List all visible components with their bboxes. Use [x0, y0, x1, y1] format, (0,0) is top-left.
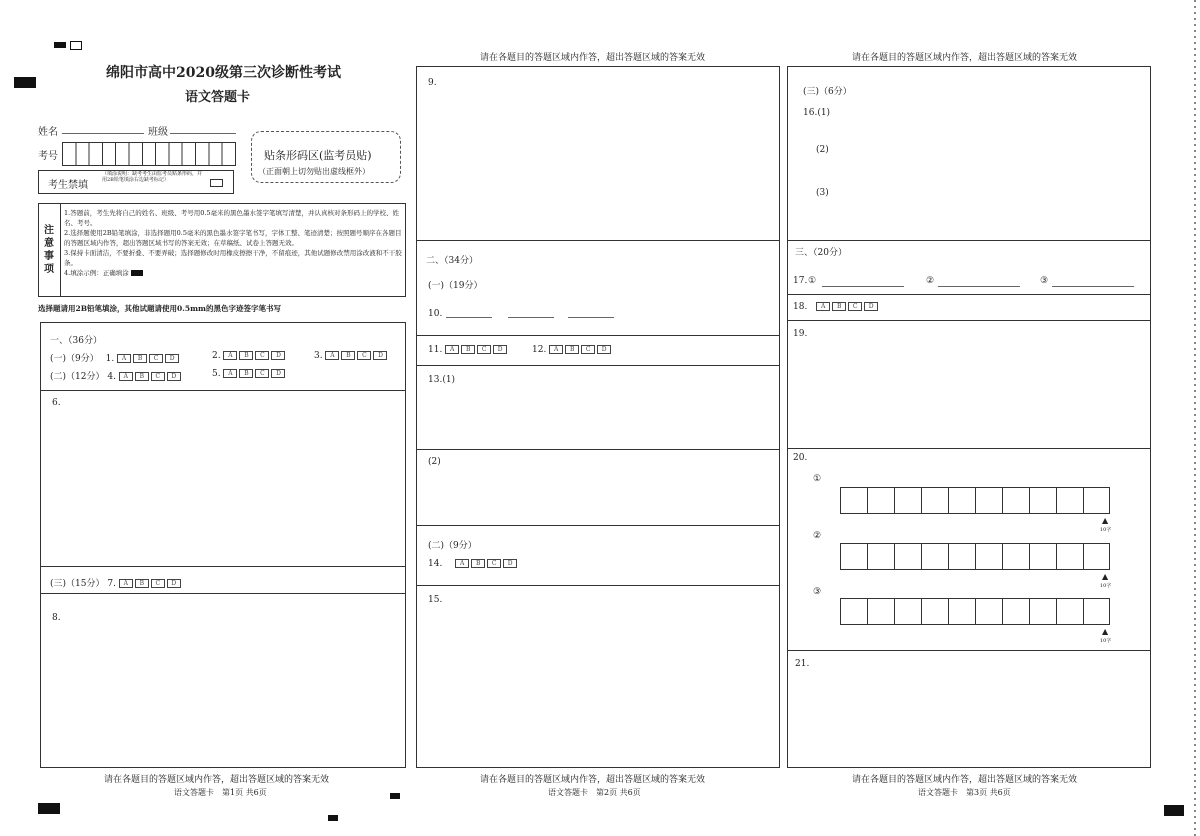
- q17-c3: ③: [1040, 276, 1049, 286]
- col3-header: 请在各题目的答题区域内作答，超出答题区域的答案无效: [852, 53, 1078, 63]
- note-item: 4.填涂示例：正确填涂: [64, 268, 402, 278]
- registration-mark: [328, 815, 338, 821]
- registration-mark: [1164, 805, 1184, 816]
- q14-options[interactable]: A B C D: [455, 559, 519, 569]
- divider: [416, 335, 780, 336]
- q13-1-label: 13.(1): [428, 375, 456, 385]
- section1-heading: 一、（36分）: [50, 336, 102, 346]
- q16-2-label: (2): [816, 145, 829, 155]
- q14-label: 14.: [428, 559, 443, 569]
- absent-mark-box[interactable]: [210, 179, 223, 187]
- q5-row: [212, 369, 287, 379]
- q10-label: 10.: [428, 309, 443, 319]
- q20-grid-2[interactable]: [840, 543, 1110, 570]
- q1-label: 1.: [105, 354, 115, 364]
- q18-label: 18.: [793, 302, 808, 312]
- section3-heading: 三、（20分）: [795, 248, 847, 258]
- q17-c2: ②: [926, 276, 935, 286]
- q20-arrow-3: ▲: [1102, 627, 1109, 636]
- name-label: 姓名: [38, 127, 58, 138]
- q11-label: 11.: [428, 345, 443, 355]
- q10-blank[interactable]: [568, 317, 614, 318]
- sub2-label: (二)（12分）: [50, 372, 105, 382]
- forbidden-label: 考生禁填: [48, 180, 88, 191]
- q17-blank-2[interactable]: [938, 286, 1020, 287]
- divider: [416, 240, 780, 241]
- q5-options[interactable]: A B C D: [223, 369, 287, 379]
- q18-options[interactable]: A B C D: [816, 302, 880, 312]
- col2-footer: 请在各题目的答题区域内作答，超出答题区域的答案无效: [480, 775, 706, 785]
- q21-label: 21.: [795, 659, 810, 669]
- barcode-note: （正面朝上切勿贴出虚线框外）: [258, 167, 370, 176]
- name-field[interactable]: [62, 133, 144, 134]
- class-field[interactable]: [170, 133, 236, 134]
- col1-page: 语文答题卡 第1页 共6页: [174, 788, 267, 797]
- q6-answer-area[interactable]: [41, 391, 405, 566]
- q9-answer-area[interactable]: [417, 67, 779, 240]
- note-item: 2.选择题使用2B铅笔填涂，非选择题用0.5毫米的黑色墨水签字笔书写，字体工整、笔迹清楚；按照题号顺序在各题目的答题区域内作答，超出答题区域书写的答案无效；在草稿纸、试卷上答题无效。: [64, 229, 402, 247]
- q21-answer-area[interactable]: [788, 651, 1150, 767]
- q14-row: [428, 559, 519, 569]
- q12-row: [532, 345, 613, 355]
- q10-blank[interactable]: [446, 317, 492, 318]
- q20-arrow-2: ▲: [1102, 572, 1109, 581]
- card-subtitle: 语文答题卡: [185, 90, 251, 105]
- divider: [787, 448, 1151, 449]
- q16-3-label: (3): [816, 188, 829, 198]
- q20-arrow-1: ▲: [1102, 516, 1109, 525]
- q8-label: 8.: [52, 613, 61, 623]
- q15-label: 15.: [428, 595, 443, 605]
- q17-c1: ①: [808, 276, 817, 286]
- divider: [787, 294, 1151, 295]
- q19-label: 19.: [793, 329, 808, 339]
- registration-mark: [14, 77, 36, 88]
- q20-grid-3[interactable]: [840, 598, 1110, 625]
- exam-no-label: 考号: [38, 151, 58, 162]
- q1-row: [50, 351, 181, 364]
- q17-blank-1[interactable]: [822, 286, 904, 287]
- notes-label: 注意事项: [44, 225, 54, 275]
- sub1-label: (一)（9分）: [50, 354, 99, 364]
- q12-options[interactable]: A B C D: [549, 345, 613, 355]
- fill-example: [131, 270, 143, 276]
- q20-c1: ①: [813, 474, 822, 484]
- q13-2-label: (2): [428, 457, 441, 467]
- q3-label: 3.: [314, 351, 323, 361]
- col2-header: 请在各题目的答题区域内作答，超出答题区域的答案无效: [480, 53, 706, 63]
- note-item: 1.答题前，考生先将自己的姓名、班级、考号用0.5毫米的黑色墨水签字笔填写清楚，并认真核对条形码上的学校、姓名、考号。: [64, 209, 400, 227]
- q17-label: 17.: [793, 276, 808, 286]
- q2-row: [212, 351, 287, 361]
- notes-list: [64, 208, 402, 278]
- q20-label: 20.: [793, 453, 808, 463]
- q3-row: [314, 351, 389, 361]
- notes-divider: [60, 203, 61, 297]
- q5-label: 5.: [212, 369, 221, 379]
- registration-mark: [38, 803, 60, 814]
- perforation-line: [1194, 0, 1196, 836]
- q20-count-1: 10字: [1100, 527, 1112, 533]
- barcode-title: 贴条形码区(监考员贴): [264, 149, 372, 162]
- q12-label: 12.: [532, 345, 547, 355]
- col3-sub3: (三)（6分）: [803, 87, 852, 97]
- exam-no-grid[interactable]: [62, 142, 236, 166]
- q7-row: [50, 576, 183, 589]
- q11-options[interactable]: A B C D: [445, 345, 509, 355]
- q18-row: [793, 302, 880, 312]
- q13-1-answer-area[interactable]: [417, 366, 779, 449]
- col2-sub1: (一)（19分）: [428, 281, 483, 291]
- q11-row: [428, 345, 509, 355]
- q4-row: [50, 369, 183, 382]
- q8-answer-area[interactable]: [41, 594, 405, 767]
- col1-footer: 请在各题目的答题区域内作答，超出答题区域的答案无效: [104, 775, 330, 785]
- q7-options[interactable]: A B C D: [119, 579, 183, 589]
- divider: [40, 566, 406, 567]
- divider: [787, 240, 1151, 241]
- divider: [416, 525, 780, 526]
- q1-options[interactable]: A B C D: [117, 354, 181, 364]
- q19-answer-area[interactable]: [788, 321, 1150, 448]
- col3-page: 语文答题卡 第3页 共6页: [918, 788, 1011, 797]
- registration-mark: [390, 793, 400, 799]
- q4-label: 4.: [107, 372, 116, 382]
- col2-page: 语文答题卡 第2页 共6页: [548, 788, 641, 797]
- note-item: 3.保持卡面清洁，不要折叠、不要弄破；选择题修改时用橡皮擦擦干净，不留痕迹，其他试题修改禁用涂改液和不干胶条。: [64, 249, 402, 267]
- q7-label: 7.: [107, 579, 116, 589]
- q6-label: 6.: [52, 398, 61, 408]
- registration-mark: [54, 42, 66, 48]
- q10-blank[interactable]: [508, 317, 554, 318]
- section2-heading: 二、（34分）: [426, 256, 478, 266]
- q3-options[interactable]: A B C D: [325, 351, 389, 361]
- q9-label: 9.: [428, 78, 437, 88]
- q20-grid-1[interactable]: [840, 487, 1110, 514]
- q20-c3: ③: [813, 587, 822, 597]
- col3-footer: 请在各题目的答题区域内作答，超出答题区域的答案无效: [852, 775, 1078, 785]
- q20-count-3: 10字: [1100, 638, 1112, 644]
- q16-answer-area[interactable]: [788, 67, 1150, 240]
- exam-title: 绵阳市高中2020级第三次诊断性考试: [106, 65, 341, 81]
- registration-mark: [70, 41, 82, 50]
- q16-1-label: 16.(1): [803, 108, 831, 118]
- sub3-label: (三)（15分）: [50, 579, 105, 589]
- q17-blank-3[interactable]: [1052, 286, 1134, 287]
- q2-label: 2.: [212, 351, 221, 361]
- q15-answer-area[interactable]: [417, 586, 779, 767]
- q2-options[interactable]: A B C D: [223, 351, 287, 361]
- q4-options[interactable]: A B C D: [119, 372, 183, 382]
- col2-sub2: (二)（9分）: [428, 541, 477, 551]
- forbidden-note: （填涂说明：缺考考生由监考员贴条形码，并用2B铅笔填涂右边缺考标记）: [102, 171, 203, 183]
- choice-instruction: 选择题请用2B铅笔填涂，其他试题请使用0.5mm的黑色字迹签字笔书写: [38, 304, 281, 313]
- class-label: 班级: [148, 127, 168, 138]
- q13-2-answer-area[interactable]: [417, 450, 779, 524]
- q20-count-2: 10字: [1100, 583, 1112, 589]
- q20-c2: ②: [813, 531, 822, 541]
